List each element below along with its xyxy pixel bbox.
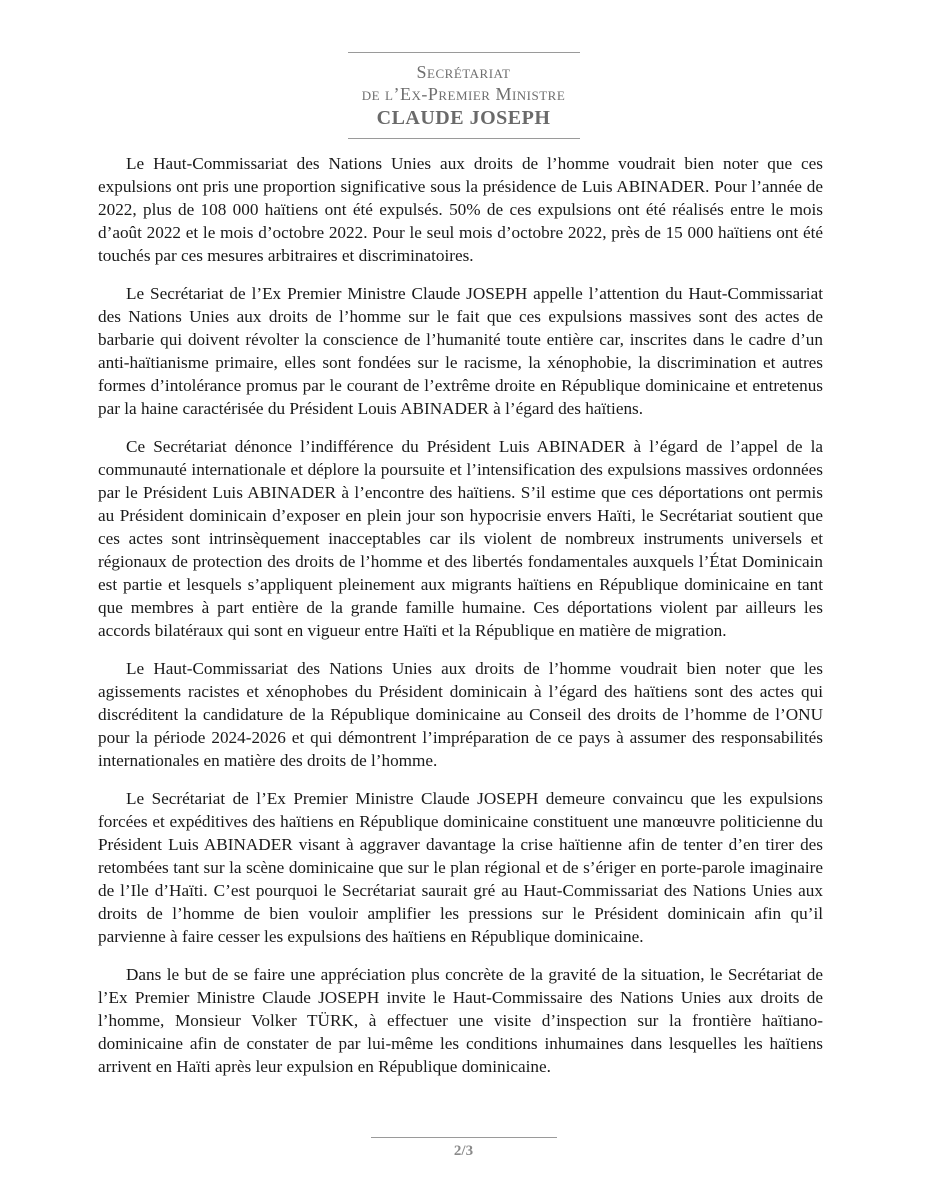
footer-rule (371, 1137, 557, 1138)
letterhead-bottom-rule (348, 138, 580, 139)
paragraph-4: Le Haut-Commissariat des Nations Unies aux droits de l’homme voudrait bien noter que les agissements racistes et xénophobes du Président dominicain à l’égard des haïtiens sont des actes qui discréditent la candidature de la République dominicaine au Conseil des droits de l’homme de l’ONU pour la période 2024-2026 et qui démontrent l’impréparation de ce pays à assumer des responsabilités internationales en matière des droits de l’homme. (98, 659, 823, 770)
letterhead-top-rule (348, 52, 580, 53)
letter-body (98, 152, 823, 1093)
paragraph-2: Le Secrétariat de l’Ex Premier Ministre Claude JOSEPH appelle l’attention du Haut-Commissariat des Nations Unies aux droits de l’homme sur le fait que ces expulsions massives sont des actes de barbarie qui doivent révolter la conscience de l’humanité toute entière car, inscrites dans le cadre d’un anti-haïtianisme primaire, elles sont fondées sur le racisme, la xénophobie, la discrimination et autres formes d’intolérance promus par le courant de l’extrême droite en République dominicaine et entretenus par la haine caractérisée du Président Louis ABINADER à l’égard des haïtiens. (98, 284, 823, 418)
letterhead-name: CLAUDE JOSEPH (376, 107, 551, 129)
letterhead-line-ex-premier-ministre: de l’Ex-Premier Ministre (361, 84, 566, 104)
letterhead-line-secretariat: Secrétariat (416, 62, 511, 82)
paragraph-1: Le Haut-Commissariat des Nations Unies aux droits de l’homme voudrait bien noter que ces expulsions ont pris une proportion significative sous la présidence de Luis ABINADER. Pour l’année de 2022, plus de 108 000 haïtiens ont été expulsés. 50% de ces expulsions ont été réalisés entre le mois d’août 2022 et le mois d’octobre 2022. Pour le seul mois d’octobre 2022, près de 15 000 haïtiens ont été touchés par ces mesures arbitraires et discriminatoires. (98, 154, 823, 265)
page-number: 2/3 (453, 1143, 474, 1159)
paragraph-5: Le Secrétariat de l’Ex Premier Ministre Claude JOSEPH demeure convaincu que les expulsions forcées et expéditives des haïtiens en République dominicaine constituent une manœuvre politicienne du Président Luis ABINADER visant à aggraver davantage la crise haïtienne afin de tenter d’en tirer des retombées tant sur la scène dominicaine que sur le plan régional et de s’ériger en porte-parole imaginaire de l’Ile d’Haïti. C’est pourquoi le Secrétariat saurait gré au Haut-Commissariat des Nations Unies aux droits de l’homme de bien vouloir amplifier les pressions sur le Président dominicain afin qu’il parvienne à faire cesser les expulsions des haïtiens en République dominicaine. (98, 789, 823, 946)
page-footer (0, 1137, 927, 1160)
paragraph-3: Ce Secrétariat dénonce l’indifférence du Président Luis ABINADER à l’égard de l’appel de la communauté internationale et déplore la poursuite et l’intensification des expulsions massives ordonnées par le Président Luis ABINADER à l’encontre des haïtiens. S’il estime que ces déportations ont permis au Président dominicain d’exposer en plein jour son hypocrisie envers Haïti, le Secrétariat soutient que ces actes sont intrinsèquement inacceptables car ils violent de nombreux instruments universels et régionaux de protection des droits de l’homme et des libertés fondamentales auxquels l’État Dominicain est partie et lesquels s’appliquent pleinement aux migrants haïtiens en République dominicaine en tant que membres à part entière de la grande famille humaine. Ces déportations violent par ailleurs les accords bilatéraux qui sont en vigueur entre Haïti et la République en matière de migration. (98, 437, 823, 640)
paragraph-6: Dans le but de se faire une appréciation plus concrète de la gravité de la situation, le Secrétariat de l’Ex Premier Ministre Claude JOSEPH invite le Haut-Commissaire des Nations Unies aux droits de l’homme, Monsieur Volker TÜRK, à effectuer une visite d’inspection sur la frontière haïtiano-dominicaine afin de constater de par lui-même les conditions inhumaines dans lesquelles les haïtiens arrivent en Haïti après leur expulsion en République dominicaine. (98, 965, 823, 1076)
letterhead (0, 52, 927, 139)
